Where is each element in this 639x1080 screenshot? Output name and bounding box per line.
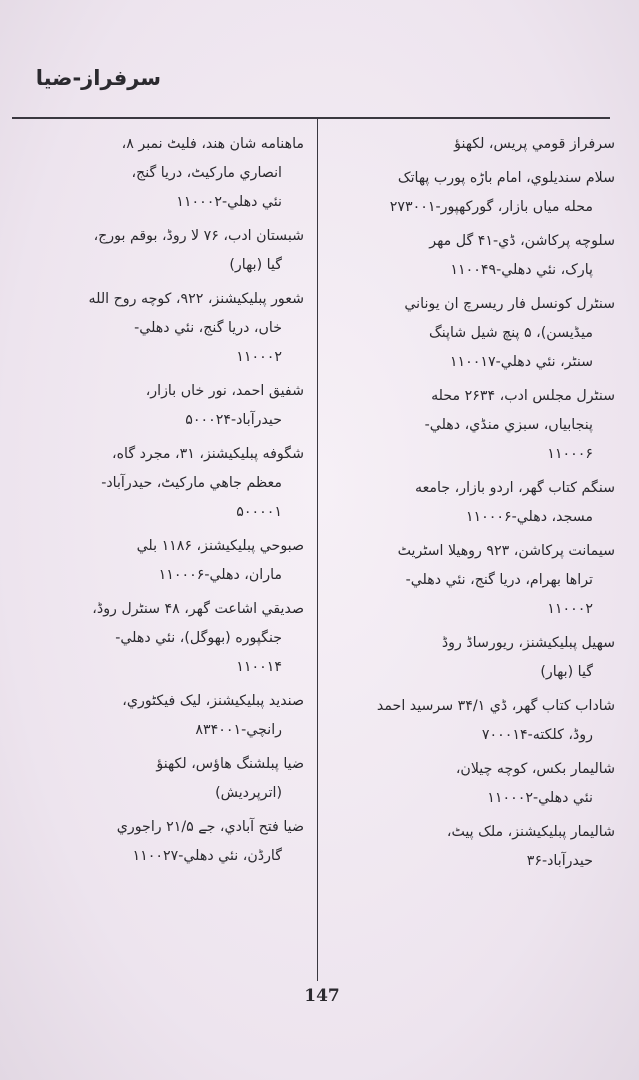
entry-line: (اترپرديش) [215, 785, 282, 801]
directory-entry [14, 222, 304, 280]
directory-entry [14, 750, 304, 808]
entry-line: گيا (بهار) [540, 664, 593, 680]
directory-entry [330, 755, 615, 813]
entry-line: سنٹرل کونسل فار ريسرچ ان يوناني [404, 296, 615, 312]
entry-line: خاں، دريا گنج، نئي دهلي- [134, 320, 282, 336]
directory-entry [330, 382, 615, 469]
directory-entry [14, 595, 304, 682]
entry-line: صديقي اشاعت گهر، ۴۸ سنٹرل روڈ، [92, 601, 304, 617]
directory-entry [330, 537, 615, 624]
entry-line: سلوچه پرکاشن، ڈي-۴۱ گل مهر [429, 233, 615, 249]
entry-line: ۱۱۰۰۱۴ [236, 659, 282, 675]
directory-entry [14, 285, 304, 372]
entry-line: ۱۱۰۰۰۶ [547, 446, 593, 462]
entry-line: شاليمار بکس، کوچه چيلان، [455, 761, 615, 777]
directory-entry [14, 687, 304, 745]
right-column [330, 130, 615, 881]
entry-line: مسجد، دهلي-۱۱۰۰۰۶ [465, 509, 593, 525]
running-head: سرفراز-ضيا [35, 66, 161, 90]
directory-entry [330, 227, 615, 285]
directory-entry [330, 164, 615, 222]
entry-line: سرفراز قومي پريس، لکھنؤ [454, 136, 615, 152]
entry-line: روڈ، کلکته-۷۰۰۰۱۴ [481, 727, 593, 743]
directory-entry [330, 629, 615, 687]
entry-line: سهيل پبليکيشنز، ريورساڈ روڈ [441, 635, 615, 651]
directory-entry [330, 130, 615, 159]
directory-entry [14, 130, 304, 217]
entry-line: رانچي-۸۳۴۰۰۱ [195, 722, 282, 738]
entry-line: حيدرآباد-۵۰۰۰۲۴ [185, 412, 282, 428]
directory-entry [330, 818, 615, 876]
entry-line: شفيق احمد، نور خاں بازار، [145, 383, 304, 399]
entry-line: نئي دهلي-۱۱۰۰۰۲ [176, 194, 282, 210]
header-rule [12, 117, 610, 119]
directory-entry [14, 532, 304, 590]
entry-line: ضيا فتح آبادي، جے ۲۱/۵ راجوري [116, 819, 304, 835]
entry-line: شاليمار پبليکيشنز، ملک پيٹ، [446, 824, 615, 840]
entry-line: انصاري مارکيٹ، دريا گنج، [131, 165, 282, 181]
entry-line: نئي دهلي-۱۱۰۰۰۲ [487, 790, 593, 806]
entry-line: شعور پبليکيشنز، ۹۲۲، کوچه روح الله [88, 291, 304, 307]
entry-line: سيمانت پرکاشن، ۹۲۳ روهيلا اسٹريٹ [397, 543, 615, 559]
entry-line: ۱۱۰۰۰۲ [547, 601, 593, 617]
entry-line: جنگپوره (بهوگل)، نئي دهلي- [115, 630, 282, 646]
entry-line: ماهنامه شان هند، فليٹ نمبر ۸، [121, 136, 304, 152]
entry-line: پارک، نئي دهلي-۱۱۰۰۴۹ [450, 262, 593, 278]
entry-line: شاداب کتاب گهر، ڈي ۳۴/۱ سرسيد احمد [376, 698, 615, 714]
entry-line: ۵۰۰۰۰۱ [236, 504, 282, 520]
entry-line: ماران، دهلي-۱۱۰۰۰۶ [158, 567, 282, 583]
entry-line: سنگم کتاب گهر، اردو بازار، جامعه [414, 480, 615, 496]
entry-line: سنٹرل مجلس ادب، ۲۶۳۴ محله [431, 388, 615, 404]
entry-line: حيدرآباد-۳۶ [526, 853, 593, 869]
entry-line: تراها بهرام، دريا گنج، نئي دهلي- [405, 572, 593, 588]
entry-line: گارڈن، نئي دهلي-۱۱۰۰۲۷ [132, 848, 282, 864]
directory-entry [14, 377, 304, 435]
entry-line: محله مياں بازار، گورکهپور-۲۷۳۰۰۱ [389, 199, 593, 215]
directory-entry [330, 692, 615, 750]
entry-line: ۱۱۰۰۰۲ [236, 349, 282, 365]
entry-line: شبستان ادب، ۷۶ لا روڈ، بوقم بورج، [93, 228, 304, 244]
directory-entry [330, 290, 615, 377]
directory-entry [14, 440, 304, 527]
page-number: 147 [304, 986, 340, 1006]
entry-line: گيا (بهار) [229, 257, 282, 273]
entry-line: شگوفه پبليکيشنز، ۳۱، مجرد گاه، [112, 446, 304, 462]
entry-line: ميڈيسن)، ۵ پنچ شيل شاپنگ [429, 325, 593, 341]
entry-line: پنجابياں، سبزي منڈي، دهلي- [424, 417, 593, 433]
column-divider [317, 119, 318, 981]
directory-entry [14, 813, 304, 871]
entry-line: صنديد پبليکيشنز، ليک فيکٹوري، [122, 693, 304, 709]
entry-line: سلام سنديلوي، امام باڑه پورب پهاتک [397, 170, 615, 186]
left-column [14, 130, 304, 876]
entry-line: صبوحي پبليکيشنز، ۱۱۸۶ بلي [136, 538, 304, 554]
directory-entry [330, 474, 615, 532]
entry-line: سنٹر، نئي دهلي-۱۱۰۰۱۷ [449, 354, 593, 370]
entry-line: ضيا پبلشنگ هاؤس، لکهنؤ [156, 756, 304, 772]
entry-line: معظم جاهي مارکيٹ، حيدرآباد- [101, 475, 282, 491]
